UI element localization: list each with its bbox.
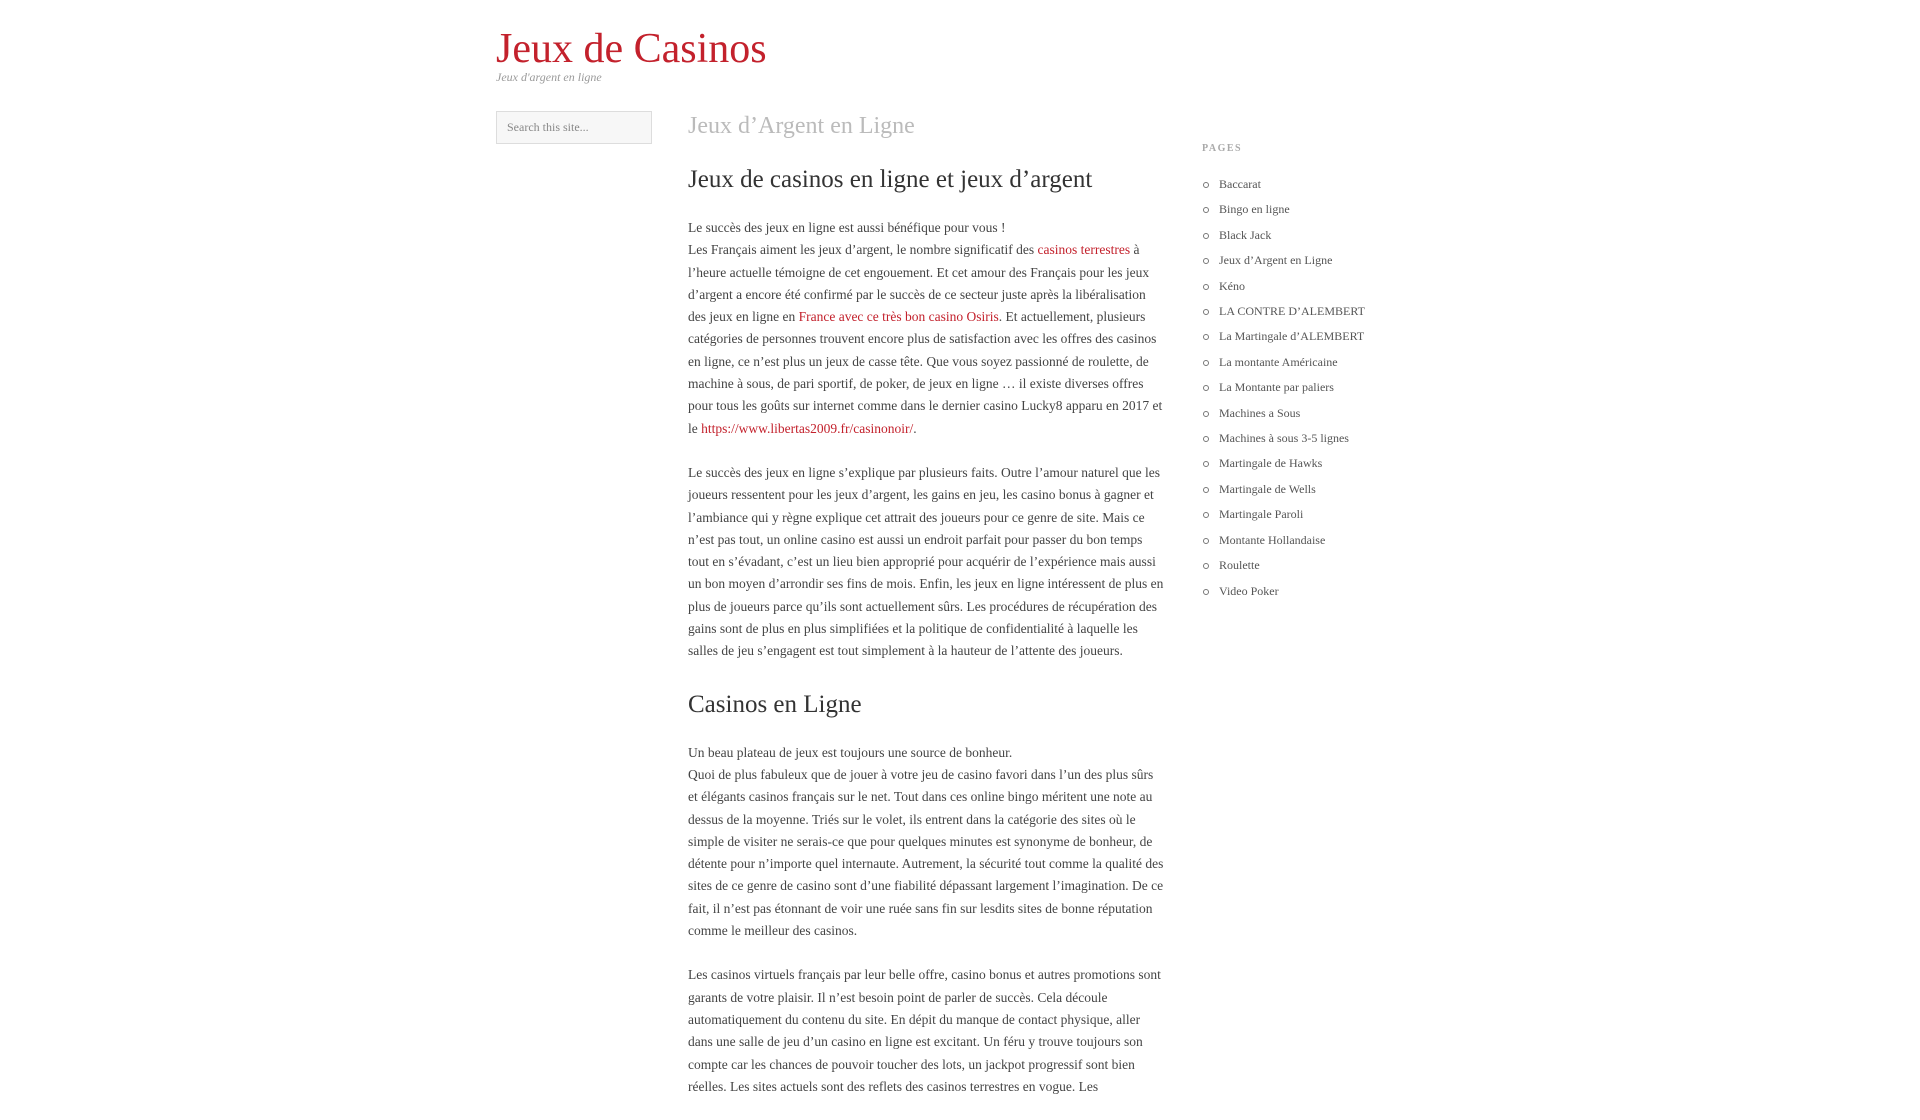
- bullet-icon: [1203, 258, 1209, 264]
- list-item[interactable]: [1202, 274, 1402, 299]
- bullet-icon: [1203, 563, 1209, 569]
- link-casinos-terrestres[interactable]: casinos terrestres: [1037, 242, 1131, 258]
- list-item[interactable]: [1202, 502, 1402, 527]
- list-item[interactable]: [1202, 350, 1402, 375]
- bullet-icon: [1203, 411, 1209, 417]
- page-link[interactable]: La Martingale d’ALEMBERT: [1219, 329, 1365, 344]
- page-link[interactable]: La montante Américaine: [1219, 354, 1338, 369]
- page-link[interactable]: Montante Hollandaise: [1219, 532, 1326, 547]
- page-link[interactable]: Martingale de Wells: [1219, 481, 1316, 496]
- bullet-icon: [1203, 360, 1209, 366]
- link-casinonoir[interactable]: https://www.libertas2009.fr/casinonoir/: [701, 420, 914, 436]
- paragraph-plateau-lead: Un beau plateau de jeux est toujours une source de bonheur.: [688, 744, 1013, 760]
- paragraph-intro-text-b: à l’heure actuelle témoigne de cet engouement. Et cet amour des Français pour les jeux d’argent a encore été confirmé par le succès de ce secteur juste après la libéralisation des jeux en ligne en: [688, 242, 1150, 325]
- paragraph-intro-text-c: . Et actuellement, plusieurs catégories de personnes trouvent encore plus de satisfaction avec les offres des casinos en ligne, ce n’est plus un jeux de casse tête. Que vous soyez passionné de roulette, de machine à sous, de pari sportif, de poker, de jeux en ligne … il existe diverses offres pour tous les goûts sur internet comme dans le dernier casino Lucky8 apparu en 2017 et le: [688, 309, 1163, 436]
- list-item[interactable]: [1202, 528, 1402, 553]
- search-input[interactable]: [496, 111, 652, 144]
- list-item[interactable]: [1202, 172, 1402, 197]
- paragraph-intro-text-d: .: [913, 420, 917, 436]
- list-item[interactable]: [1202, 299, 1402, 324]
- list-item[interactable]: [1202, 553, 1402, 578]
- section-heading-jeux: Jeux de casinos en ligne et jeux d’argent: [688, 166, 1093, 193]
- pages-list: [1202, 172, 1402, 604]
- paragraph-intro: [688, 217, 1166, 440]
- bullet-icon: [1203, 334, 1209, 340]
- page-title: Jeux d’Argent en Ligne: [688, 113, 915, 139]
- bullet-icon: [1203, 461, 1209, 467]
- paragraph-virtuels: Les casinos virtuels français par leur belle offre, casino bonus et autres promotions sont garants de votre plaisir. Il n’est besoin point de parler de succès. Cela découle automatiquement du contenu du site. En dépit du manque de contact physique, aller dans une salle de jeu d’un casino en ligne est excitant. Un féru y trouve toujours son compte car les chances de pouvoir toucher des lots, un jackpot progressif sont bien réelles. Les sites actuels sont des reflets des casinos terrestres en vogue. Les: [688, 967, 1161, 1094]
- paragraph-intro-text-a: Les Français aiment les jeux d’argent, le nombre significatif des: [688, 242, 1038, 258]
- page-link[interactable]: Machines a Sous: [1219, 405, 1301, 420]
- paragraph-intro-lead: Le succès des jeux en ligne est aussi bénéfique pour vous !: [688, 220, 1006, 235]
- page-link[interactable]: Kéno: [1219, 278, 1245, 293]
- page-link[interactable]: Martingale de Hawks: [1219, 456, 1323, 471]
- link-casino-osiris[interactable]: France avec ce très bon casino Osiris: [798, 309, 999, 325]
- page-link[interactable]: Video Poker: [1219, 583, 1279, 598]
- list-item[interactable]: [1202, 401, 1402, 426]
- bullet-icon: [1203, 284, 1209, 290]
- bullet-icon: [1203, 385, 1209, 391]
- list-item[interactable]: [1202, 451, 1402, 476]
- page-link[interactable]: Baccarat: [1219, 177, 1261, 191]
- site-tagline: Jeux d'argent en ligne: [496, 70, 602, 84]
- paragraph-plateau-text: Quoi de plus fabuleux que de jouer à votre jeu de casino favori dans l’un des plus sûrs et élégants casinos français sur le net. Tout dans ces online bingo méritent une note au dessus de la moyenne. Triés sur le volet, ils entrent dans la catégorie des sites où le simple de visiter ne serais-ce que pour quelques minutes est synonyme de bonheur, de détente pour n’importe quel internaute. Autrement, la sécurité tout comme la qualité des sites de ce genre de casino sont d’une fiabilité dépassant largement l’imagination. De ce fait, il n’est pas étonnant de voir une ruée sans fin sur lesdits sites de bonne réputation comme le meilleur des casinos.: [688, 766, 1164, 939]
- page-link[interactable]: Bingo en ligne: [1219, 202, 1290, 217]
- page-link[interactable]: Roulette: [1219, 558, 1260, 573]
- bullet-icon: [1203, 589, 1209, 595]
- page-link[interactable]: LA CONTRE D’ALEMBERT: [1219, 304, 1365, 319]
- section-heading-casinos: Casinos en Ligne: [688, 690, 862, 718]
- page-link[interactable]: Jeux d’Argent en Ligne: [1219, 253, 1333, 268]
- list-item[interactable]: [1202, 223, 1402, 248]
- list-item[interactable]: [1202, 248, 1402, 273]
- page-link[interactable]: La Montante par paliers: [1219, 380, 1334, 395]
- sidebar: [1202, 142, 1402, 604]
- list-item[interactable]: [1202, 324, 1402, 349]
- list-item[interactable]: [1202, 197, 1402, 222]
- list-item[interactable]: [1202, 477, 1402, 502]
- site-title[interactable]: Jeux de Casinos: [496, 26, 767, 72]
- bullet-icon: [1203, 182, 1209, 188]
- bullet-icon: [1203, 487, 1209, 493]
- paragraph-plateau: [688, 742, 1166, 943]
- bullet-icon: [1203, 309, 1209, 315]
- page-link[interactable]: Black Jack: [1219, 227, 1272, 242]
- bullet-icon: [1203, 436, 1209, 442]
- page-link[interactable]: Machines à sous 3-5 lignes: [1219, 431, 1349, 446]
- bullet-icon: [1203, 207, 1209, 213]
- main-content: [688, 108, 1166, 1120]
- list-item[interactable]: [1202, 579, 1402, 604]
- sidebar-heading: PAGES: [1202, 143, 1243, 154]
- page-link[interactable]: Martingale Paroli: [1219, 507, 1304, 522]
- bullet-icon: [1203, 233, 1209, 239]
- paragraph-succes: Le succès des jeux en ligne s’explique par plusieurs faits. Outre l’amour naturel que les joueurs ressentent pour les jeux d’argent, les gains en jeu, les casino bonus à gagner et l’ambiance qui y règne explique cet attrait des joueurs pour ce genre de site. Mais ce n’est pas tout, un online casino est aussi un endroit parfait pour passer du bon temps tout en s’évadant, c’est un lieu bien approprié pour acquérir de l’expérience mais aussi un bon moyen d’arrondir ses fins de mois. Enfin, les jeux en ligne intéressent de plus en plus de joueurs parce qu’ils sont actuellement sûrs. Les procédures de récupération des gains sont de plus en plus simplifiées et la politique de confidentialité à laquelle les salles de jeu s’engagent est tout simplement à la hauteur de l’attente des joueurs.: [688, 464, 1164, 659]
- list-item[interactable]: [1202, 426, 1402, 451]
- bullet-icon: [1203, 538, 1209, 544]
- bullet-icon: [1203, 512, 1209, 518]
- list-item[interactable]: [1202, 375, 1402, 400]
